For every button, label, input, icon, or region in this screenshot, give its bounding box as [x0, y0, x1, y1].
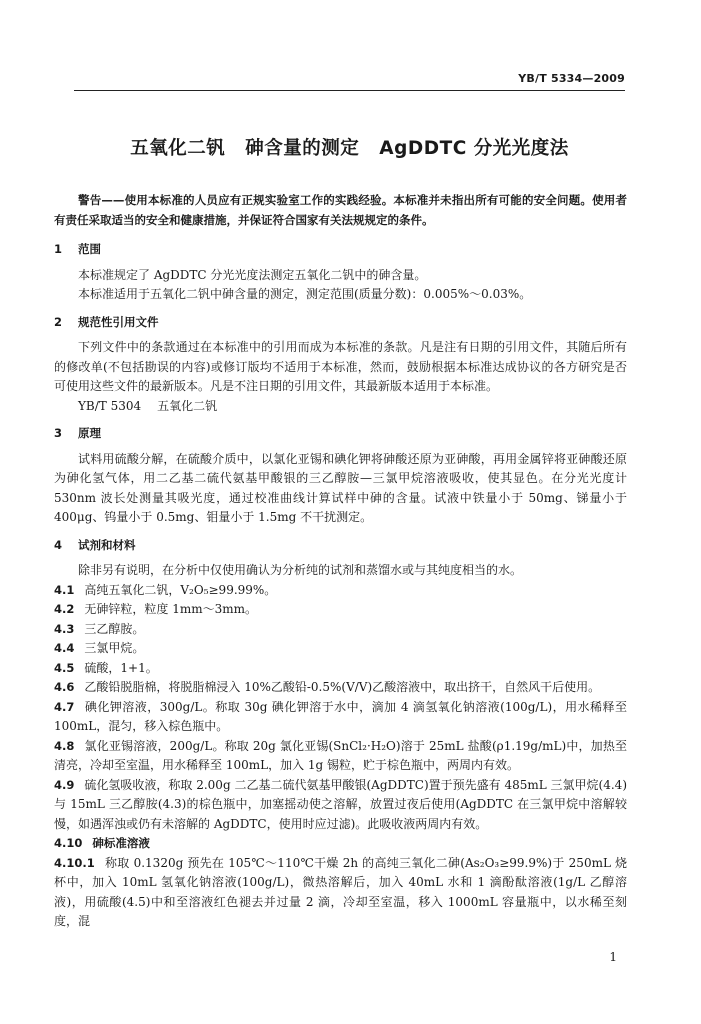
item-text: 乙酸铅脱脂棉，将脱脂棉浸入 10%乙酸铅-0.5%(V/V)乙酸溶液中，取出挤干，自然风干后使用。	[84, 680, 601, 694]
title-part-1: 五氧化二钒	[130, 138, 226, 159]
title-part-3: AgDDTC 分光光度法	[379, 138, 569, 159]
section-heading-principle	[54, 424, 627, 444]
header-rule	[74, 90, 625, 91]
section-number: 2	[54, 314, 63, 329]
subsection-heading	[54, 834, 627, 854]
section-title: 原理	[78, 426, 101, 440]
section-heading-reagents	[54, 536, 627, 556]
section-title: 试剂和材料	[78, 537, 136, 552]
reference-code: YB/T 5304	[78, 398, 142, 413]
paragraph: 本标准规定了 AgDDTC 分光光度法测定五氧化二钒中的砷含量。	[78, 267, 427, 282]
document-title	[74, 134, 625, 160]
reference-title: 五氧化二钒	[157, 398, 218, 413]
item-number: 4.4	[54, 641, 75, 655]
title-part-2: 砷含量的测定	[245, 138, 360, 159]
paragraph: 除非另有说明，在分析中仅使用确认为分析纯的试剂和蒸馏水或与其纯度相当的水。	[78, 563, 523, 577]
section-title: 规范性引用文件	[78, 314, 159, 329]
item-number: 4.7	[54, 699, 75, 714]
item-number: 4.10.1	[54, 855, 95, 870]
item-text: 称取 0.1320g 预先在 105℃～110℃干燥 2h 的高纯三氧化二砷(As₂O₃≥99.9%)于 250mL 烧杯中，加入 10mL 氢氧化钠溶液(100g/L)，微热溶解后，加入 40mL 水和 1 滴酚酞溶液(1g/L 乙醇溶液)，用硫酸(4.5)中和至溶液红色褪去并过量 2 滴，冷却至室温，移入 1000mL 容量瓶中，以水稀至刻度，混	[54, 855, 627, 928]
section-number: 3	[54, 426, 63, 440]
item-text: 硫化氢吸收液，称取 2.00g 二乙基二硫代氨基甲酸银(AgDDTC)置于预先盛有 485mL 三氯甲烷(4.4)与 15mL 三乙醇胺(4.3)的棕色瓶中，加塞摇动使之溶解，放置过夜后使用(AgDDTC 在三氯甲烷中溶解较慢，如遇浑浊或仍有未溶解的 AgDDTC，使用时应过滤)。此吸收液两周内有效。	[54, 777, 627, 831]
item-text: 氯化亚锡溶液，200g/L。称取 20g 氯化亚锡(SnCl₂·H₂O)溶于 25mL 盐酸(ρ1.19g/mL)中，加热至清亮，冷却至室温，用水稀释至 100mL，加入 1g 锡粒，贮于棕色瓶中，两周内有效。	[54, 738, 627, 772]
list-item	[54, 854, 627, 932]
item-number: 4.5	[54, 660, 75, 675]
item-number: 4.2	[54, 602, 75, 616]
item-number: 4.9	[54, 777, 75, 792]
item-number: 4.6	[54, 680, 75, 694]
section-heading-scope	[54, 240, 627, 260]
section-heading-normative-references	[54, 313, 627, 333]
item-text: 无砷锌粒，粒度 1mm～3mm。	[84, 602, 257, 616]
page-number: 1	[609, 950, 617, 964]
reference-entry	[54, 397, 627, 417]
list-item	[54, 737, 627, 776]
item-number: 4.3	[54, 621, 75, 636]
section-title: 范围	[78, 242, 101, 256]
section-number: 4	[54, 537, 63, 552]
item-number: 4.1	[54, 582, 75, 597]
warning-paragraph: 警告——使用本标准的人员应有正规实验室工作的实践经验。本标准并未指出所有可能的安全问题。使用者有责任采取适当的安全和健康措施，并保证符合国家有关法规规定的条件。	[54, 193, 627, 227]
list-item	[54, 698, 627, 737]
item-text: 高纯五氧化二钒，V₂O₅≥99.99%。	[84, 582, 277, 597]
item-text: 碘化钾溶液，300g/L。称取 30g 碘化钾溶于水中，滴加 4 滴氢氧化钠溶液(100g/L)，用水稀释至 100mL，混匀，移入棕色瓶中。	[54, 699, 627, 733]
list-item	[54, 678, 627, 698]
list-item	[54, 659, 627, 679]
list-item	[54, 776, 627, 835]
subsection-number: 4.10	[54, 836, 83, 850]
list-item	[54, 600, 627, 620]
item-number: 4.8	[54, 738, 75, 753]
subsection-title: 砷标准溶液	[92, 836, 150, 850]
list-item	[54, 620, 627, 640]
section-number: 1	[54, 242, 63, 256]
document-body	[54, 190, 627, 932]
item-text: 硫酸，1+1。	[84, 660, 158, 675]
item-text: 三乙醇胺。	[84, 621, 145, 636]
list-item	[54, 581, 627, 601]
paragraph: 试料用硫酸分解，在硫酸介质中，以氯化亚锡和碘化钾将砷酸还原为亚砷酸，再用金属锌将亚砷酸还原为砷化氢气体，用二乙基二硫代氨基甲酸银的三乙醇胺—三氯甲烷溶液吸收，使其显色。在分光光度计 530nm 波长处测量其吸光度，通过校准曲线计算试样中砷的含量。试液中铁量小于 50mg、锑量小于 400μg、钨量小于 0.5mg、钼量小于 1.5mg 不干扰测定。	[54, 451, 627, 524]
paragraph: 下列文件中的条款通过在本标准中的引用而成为本标准的条款。凡是注有日期的引用文件，其随后所有的修改单(不包括勘误的内容)或修订版均不适用于本标准，然而，鼓励根据本标准达成协议的各方研究是否可使用这些文件的最新版本。凡是不注日期的引用文件，其最新版本适用于本标准。	[54, 340, 627, 393]
list-item	[54, 639, 627, 659]
paragraph: 本标准适用于五氧化二钒中砷含量的测定，测定范围(质量分数)：0.005%～0.03%。	[78, 287, 532, 301]
item-text: 三氯甲烷。	[84, 641, 145, 655]
standard-code: YB/T 5334—2009	[518, 72, 625, 85]
